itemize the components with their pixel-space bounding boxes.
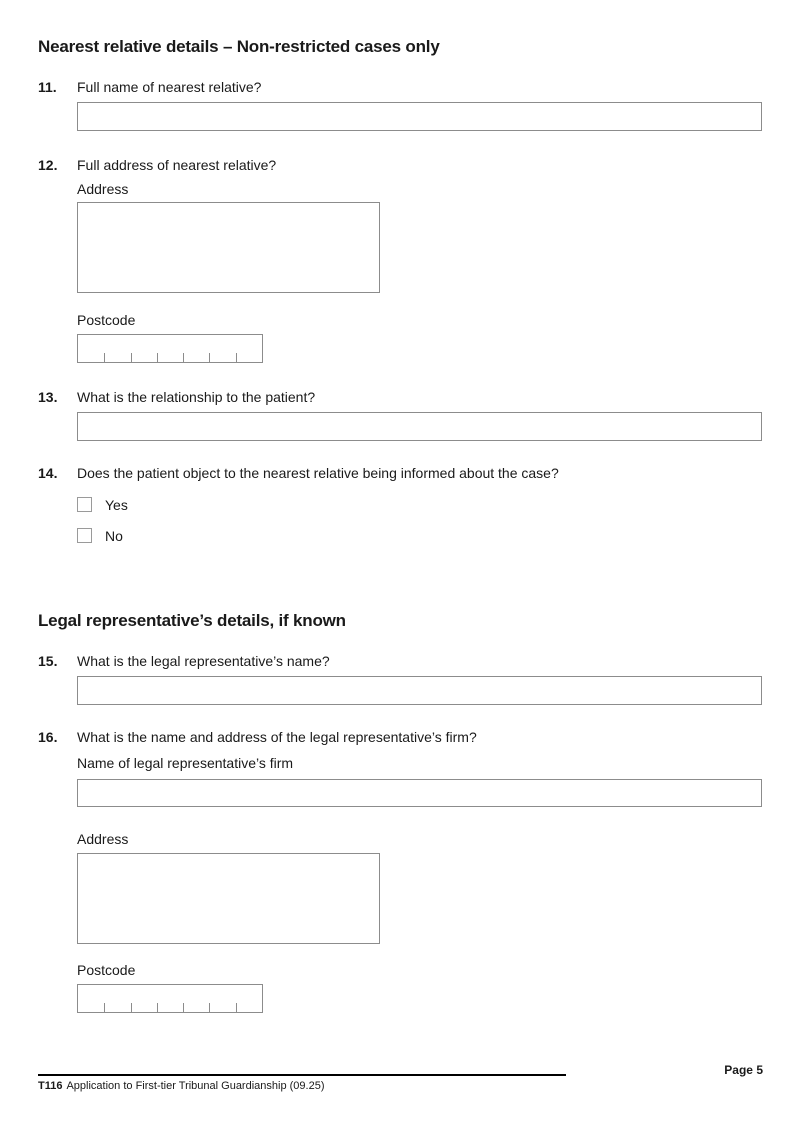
- q16-firm-name-label: Name of legal representative’s firm: [77, 755, 294, 771]
- q15-legal-representative-name-input[interactable]: [77, 676, 762, 705]
- q14-option-no: [77, 528, 123, 543]
- postcode-cell-divider: [104, 1003, 105, 1012]
- postcode-cell-divider: [157, 353, 158, 362]
- postcode-cell-divider: [236, 1003, 237, 1012]
- q12-address-input[interactable]: [77, 202, 380, 293]
- postcode-cell-divider: [131, 1003, 132, 1012]
- question-12-number: 12.: [38, 157, 58, 173]
- footer-form-id: [38, 1080, 324, 1092]
- question-16-number: 16.: [38, 729, 58, 745]
- postcode-cell-divider: [183, 353, 184, 362]
- q14-no-checkbox[interactable]: [77, 528, 92, 543]
- postcode-cell-divider: [131, 353, 132, 362]
- question-13-number: 13.: [38, 389, 58, 405]
- q14-yes-checkbox[interactable]: [77, 497, 92, 512]
- q14-yes-label: Yes: [105, 496, 128, 513]
- q16-address-label: Address: [77, 831, 129, 847]
- q11-nearest-relative-name-input[interactable]: [77, 102, 762, 131]
- form-title: Application to First-tier Tribunal Guardianship (09.25): [66, 1080, 325, 1092]
- postcode-cell-divider: [236, 353, 237, 362]
- question-11-number: 11.: [38, 79, 57, 95]
- q14-option-yes: [77, 497, 128, 512]
- question-14-label: Does the patient object to the nearest relative being informed about the case?: [77, 465, 559, 481]
- q16-postcode-input[interactable]: [77, 984, 263, 1013]
- q14-no-label: No: [105, 527, 123, 544]
- postcode-cell-divider: [209, 1003, 210, 1012]
- question-13-label: What is the relationship to the patient?: [77, 389, 316, 405]
- question-13: [38, 389, 315, 406]
- q12-address-label: Address: [77, 181, 129, 197]
- q16-postcode-label: Postcode: [77, 962, 136, 978]
- question-14-number: 14.: [38, 465, 58, 481]
- postcode-cell-divider: [183, 1003, 184, 1012]
- form-code: T116: [38, 1080, 63, 1092]
- question-15-label: What is the legal representative’s name?: [77, 653, 330, 669]
- page-number: Page 5: [724, 1063, 763, 1077]
- question-11-label: Full name of nearest relative?: [77, 79, 262, 95]
- q16-firm-name-input[interactable]: [77, 779, 762, 807]
- postcode-cell-divider: [209, 353, 210, 362]
- question-15: [38, 653, 330, 670]
- q12-postcode-input[interactable]: [77, 334, 263, 363]
- q16-address-input[interactable]: [77, 853, 380, 944]
- q13-relationship-input[interactable]: [77, 412, 762, 441]
- postcode-cell-divider: [157, 1003, 158, 1012]
- question-12-label: Full address of nearest relative?: [77, 157, 277, 173]
- section-heading-nearest-relative: Nearest relative details – Non-restricted cases only: [38, 37, 440, 56]
- section-heading-legal-representative: Legal representative’s details, if known: [38, 611, 346, 630]
- postcode-cell-divider: [104, 353, 105, 362]
- question-11: [38, 79, 261, 96]
- question-16: [38, 729, 477, 746]
- question-15-number: 15.: [38, 653, 58, 669]
- question-16-label: What is the name and address of the legal representative’s firm?: [77, 729, 477, 745]
- question-12: [38, 157, 276, 174]
- q12-postcode-label: Postcode: [77, 312, 136, 328]
- question-14: [38, 465, 559, 482]
- footer-rule: [38, 1074, 566, 1076]
